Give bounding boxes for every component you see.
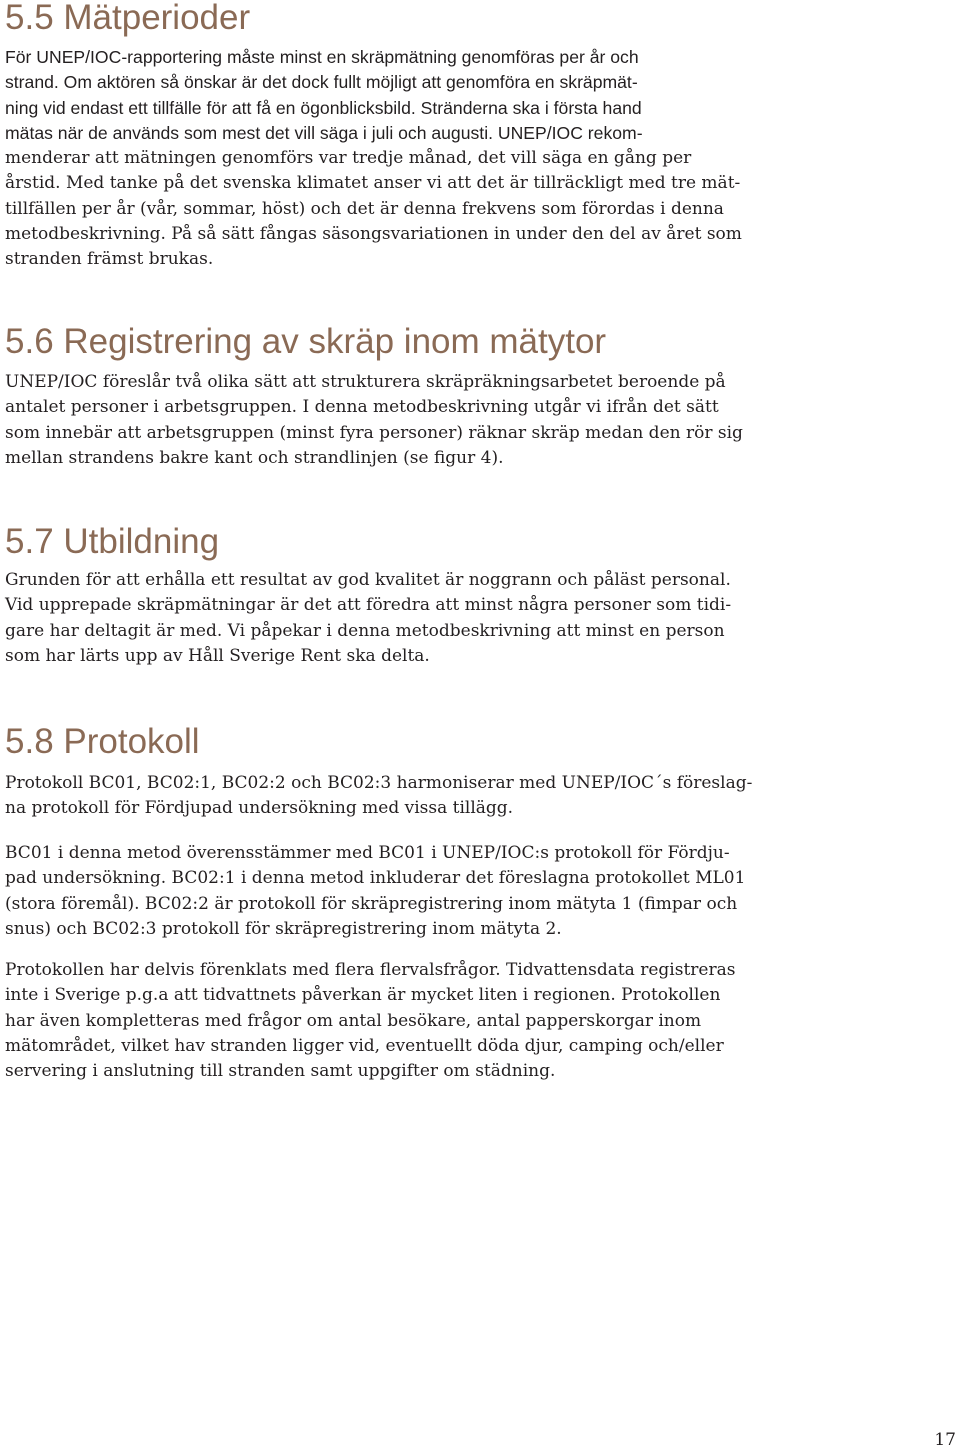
text-line: För UNEP/IOC-rapportering måste minst en skräpmätning genomföras per år och xyxy=(5,47,639,67)
text-line: (stora föremål). BC02:2 är protokoll för skräpregistrering inom mätyta 1 (fimpar och xyxy=(5,893,738,914)
text-line: strand. Om aktören så önskar är det dock fullt möjligt att genomföra en skräpmät- xyxy=(5,72,638,93)
text-line: mellan strandens bakre kant och strandlinjen (se figur 4). xyxy=(5,447,504,468)
text-line: som innebär att arbetsgruppen (minst fyra personer) räknar skräp medan den rör sig xyxy=(5,422,743,443)
text-line: Vid upprepade skräpmätningar är det att föredra att minst några personer som tidi- xyxy=(5,595,732,616)
body-paragraph xyxy=(5,841,745,942)
text-line: na protokoll för Fördjupad undersökning med vissa tillägg. xyxy=(5,798,514,819)
text-line: har även kompletteras med frågor om antal besökare, antal papperskorgar inom xyxy=(5,1010,702,1031)
text-line: inte i Sverige p.g.a att tidvattnets påverkan är mycket liten i regionen. Protokollen xyxy=(5,985,721,1006)
text-line: som har lärts upp av Håll Sverige Rent ska delta. xyxy=(5,645,430,666)
text-line: gare har deltagit är med. Vi påpekar i denna metodbeskrivning att minst en person xyxy=(5,620,725,641)
text-line: snus) och BC02:3 protokoll för skräpregistrering inom mätyta 2. xyxy=(5,918,562,939)
body-paragraph xyxy=(5,771,752,822)
text-line: BC01 i denna metod överensstämmer med BC01 i UNEP/IOC:s protokoll för Fördju- xyxy=(5,843,730,863)
text-line: mätas när de används som mest det vill säga i juli och augusti. UNEP/IOC rekom- xyxy=(5,122,643,143)
section-heading: 5.6 Registrering av skräp inom mätytor xyxy=(5,322,607,361)
text-line: pad undersökning. BC02:1 i denna metod inkluderar det föreslagna protokollet ML01 xyxy=(5,868,746,889)
text-line: UNEP/IOC föreslår två olika sätt att strukturera skräpräkningsarbetet beroende på xyxy=(5,372,726,392)
section-heading: 5.5 Mätperioder xyxy=(5,0,251,37)
body-paragraph xyxy=(5,568,731,669)
text-line: ning vid endast ett tillfälle för att få en ögonblicksbild. Stränderna ska i första hand xyxy=(5,97,642,118)
text-line: stranden främst brukas. xyxy=(5,249,214,270)
section-heading: 5.8 Protokoll xyxy=(5,722,200,761)
text-line: servering i anslutning till stranden samt uppgifter om städning. xyxy=(5,1061,556,1082)
text-line: årstid. Med tanke på det svenska klimatet anser vi att det är tillräckligt med tre mät- xyxy=(5,173,741,194)
text-line: Protokoll BC01, BC02:1, BC02:2 och BC02:3 harmoniserar med UNEP/IOC´s föreslag- xyxy=(5,773,753,793)
text-line: mätområdet, vilket hav stranden ligger vid, eventuellt döda djur, camping och/eller xyxy=(5,1035,724,1056)
text-line: Protokollen har delvis förenklats med flera flervalsfrågor. Tidvattensdata registreras xyxy=(5,960,736,980)
body-paragraph xyxy=(5,45,742,273)
text-line: antalet personer i arbetsgruppen. I denna metodbeskrivning utgår vi ifrån det sätt xyxy=(5,397,719,418)
text-line: menderar att mätningen genomförs var tredje månad, det vill säga en gång per xyxy=(5,148,692,169)
text-line: tillfällen per år (vår, sommar, höst) och det är denna frekvens som förordas i denna xyxy=(5,198,724,219)
text-line: Grunden för att erhålla ett resultat av god kvalitet är noggrann och påläst personal. xyxy=(5,570,731,590)
body-paragraph xyxy=(5,370,743,471)
body-paragraph xyxy=(5,958,735,1084)
page-number: 17 xyxy=(934,1430,956,1450)
text-line: metodbeskrivning. På så sätt fångas säsongsvariationen in under den del av året som xyxy=(5,224,742,245)
section-heading: 5.7 Utbildning xyxy=(5,522,220,561)
